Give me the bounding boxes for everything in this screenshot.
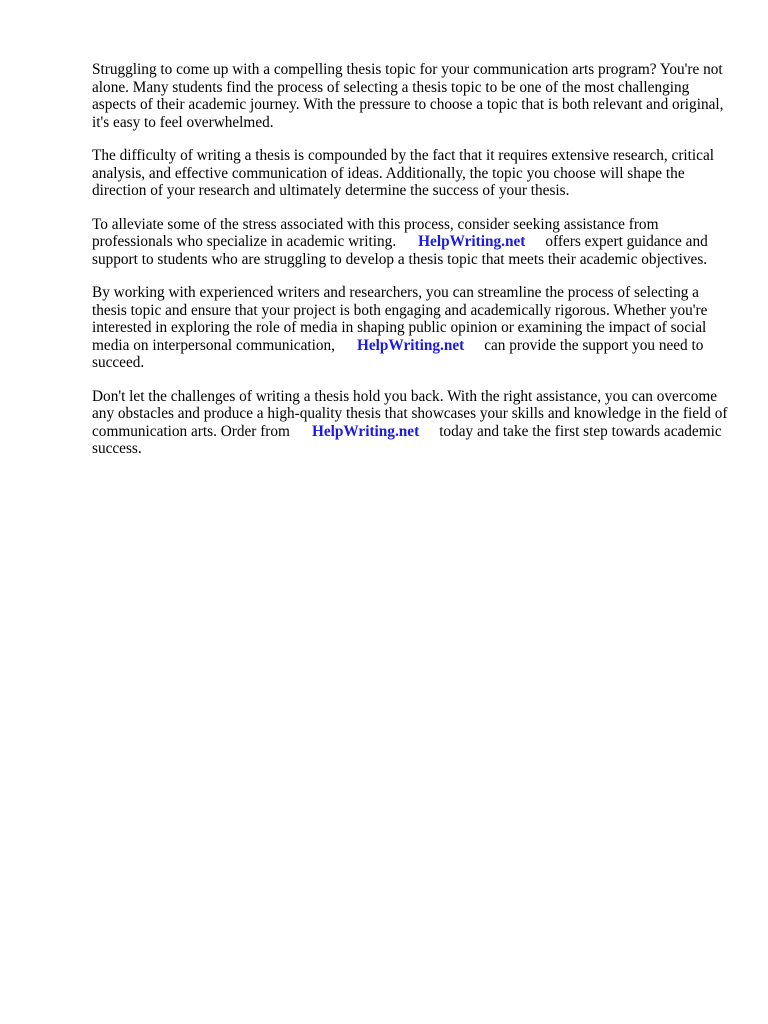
paragraph-text: Don't let the challenges of writing a thesis hold you back. With the right assistance, you can overcome any obstacles and produce a high-quality thesis that showcases your skills and knowledge in the field of communication arts. Order from [92,387,728,440]
paragraph-text: can provide the support you need to succeed. [92,336,704,371]
paragraph-difficulty: The difficulty of writing a thesis is compounded by the fact that it requires extensive research, critical analysis, and effective communication of ideas. Additionally, the topic you choose will shape the direction of your research and ultimately determine the success of your thesis. [92,147,715,199]
paragraph-working [92,284,732,372]
paragraph-text: today and take the first step towards academic success. [92,422,722,457]
helpwriting-link[interactable]: HelpWriting.net [311,422,420,440]
paragraph-intro: Struggling to come up with a compelling thesis topic for your communication arts program? You're not alone. Many students find the process of selecting a thesis topic to be one of the most challenging aspects of their academic journey. With the pressure to choose a topic that is both relevant and original, it's easy to feel overwhelmed. [92,61,724,131]
paragraph-assistance [92,216,732,269]
helpwriting-link[interactable]: HelpWriting.net [356,336,465,354]
paragraph-conclusion [92,388,732,458]
paragraph-text: By working with experienced writers and researchers, you can streamline the process of selecting a thesis topic and ensure that your project is both engaging and academically rigorous. Whether you're interested in exploring the role of media in shaping public opinion or examining the impact of social media on interpersonal communication, [92,284,708,354]
helpwriting-link[interactable]: HelpWriting.net [418,233,526,250]
paragraph-text: offers expert guidance and support to students who are struggling to develop a thesis topic that meets their academic objectives. [92,233,708,268]
paragraph-text: To alleviate some of the stress associated with this process, consider seeking assistance from professionals who specialize in academic writing. [92,215,659,250]
document-body [92,61,732,474]
